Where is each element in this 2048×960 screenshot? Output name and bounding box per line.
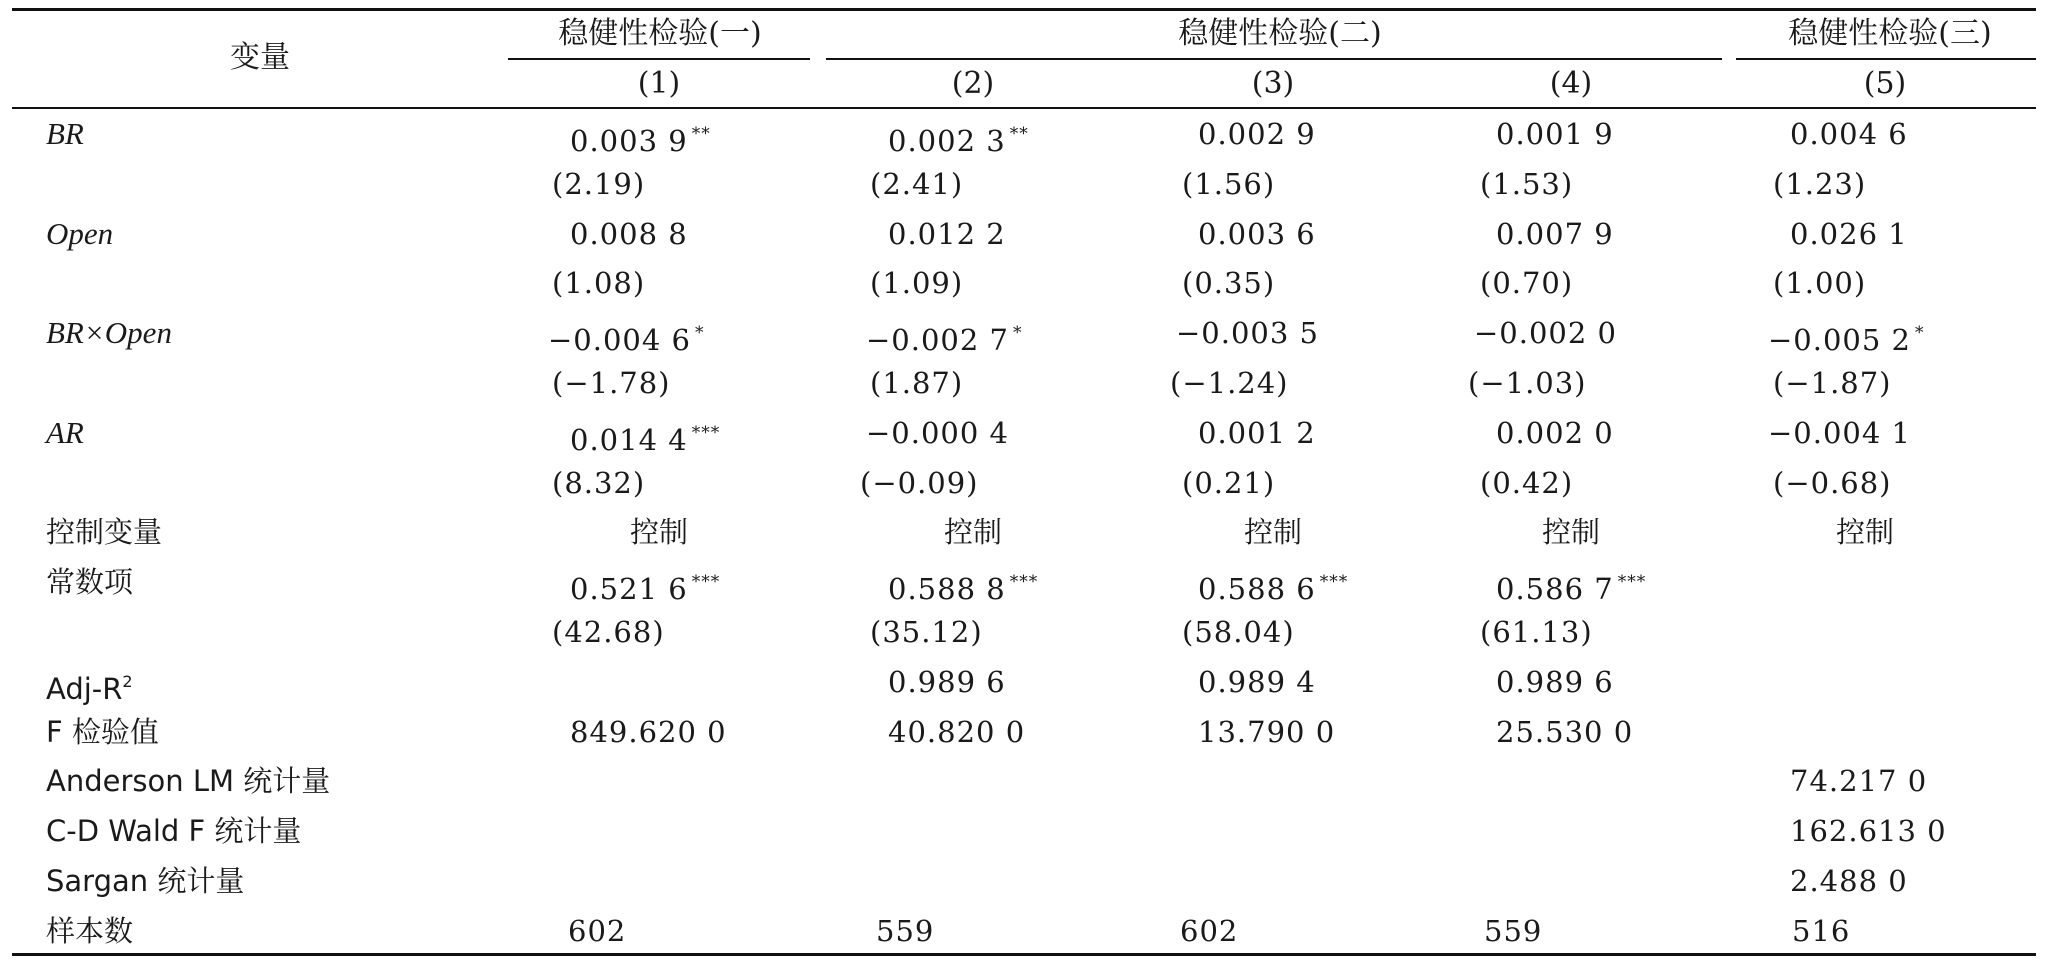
table-cell xyxy=(1496,712,1633,752)
row-label xyxy=(46,214,113,254)
row-label-text: Adj-R xyxy=(46,672,123,706)
table-cell xyxy=(1836,512,1894,552)
table-cell xyxy=(888,114,1029,158)
cell-value: 849.620 0 xyxy=(570,715,727,749)
cell-value: (1.53) xyxy=(1480,167,1574,201)
significance-stars: *** xyxy=(691,572,721,592)
table-cell xyxy=(1480,612,1593,652)
cell-value: −0.004 6 xyxy=(548,323,691,357)
significance-stars: *** xyxy=(1319,572,1349,592)
cell-value: 0.014 4 xyxy=(570,423,688,457)
cell-value: (2.41) xyxy=(870,167,964,201)
table-cell xyxy=(866,413,1009,453)
row-label-text: Open xyxy=(46,216,114,251)
row-label xyxy=(46,313,172,353)
table-cell xyxy=(1182,612,1295,652)
row-label-text: 样本数 xyxy=(46,914,134,948)
cell-value: (−1.87) xyxy=(1773,366,1892,400)
table-cell xyxy=(1176,313,1319,353)
row-label-text: BR×Open xyxy=(46,315,172,350)
table-cell xyxy=(1790,761,1927,801)
group-rule-2 xyxy=(826,58,1722,60)
table-cell xyxy=(1768,413,1911,453)
table-cell xyxy=(570,114,711,158)
row-label xyxy=(46,811,301,851)
cell-value: 0.521 6 xyxy=(570,572,688,606)
cell-value: 516 xyxy=(1792,914,1851,948)
header-variable: 变量 xyxy=(230,40,290,75)
row-label-text: 控制变量 xyxy=(46,515,163,549)
cell-value: 控制 xyxy=(630,515,689,549)
header-group-3: 稳健性检验(三) xyxy=(1788,16,1992,51)
cell-value: −0.005 2 xyxy=(1768,323,1911,357)
cell-value: (1.08) xyxy=(552,266,646,300)
cell-value: 0.001 2 xyxy=(1198,416,1316,450)
table-cell xyxy=(1496,413,1614,453)
table-cell xyxy=(570,413,721,457)
table-cell xyxy=(944,512,1002,552)
table-cell xyxy=(870,363,963,403)
cell-value: 0.989 6 xyxy=(888,665,1006,699)
table-cell xyxy=(552,363,671,403)
cell-value: (2.19) xyxy=(552,167,646,201)
cell-value: (35.12) xyxy=(870,615,983,649)
row-label-text: Anderson LM 统计量 xyxy=(46,764,331,798)
row-label xyxy=(46,712,159,752)
significance-stars: * xyxy=(1915,323,1925,343)
cell-value: (1.23) xyxy=(1773,167,1867,201)
cell-value: 0.002 3 xyxy=(888,124,1006,158)
cell-value: 25.530 0 xyxy=(1496,715,1634,749)
table-cell xyxy=(1542,512,1600,552)
bottom-rule xyxy=(12,953,2036,956)
cell-value: (8.32) xyxy=(552,466,646,500)
table-cell xyxy=(888,662,1006,702)
table-cell xyxy=(570,712,727,752)
row-label xyxy=(46,562,133,602)
table-cell xyxy=(888,214,1006,254)
table-cell xyxy=(1180,911,1238,951)
table-cell xyxy=(1792,911,1850,951)
row-label-superscript: 2 xyxy=(122,672,133,691)
table-cell xyxy=(552,463,645,503)
header-group-1: 稳健性检验(一) xyxy=(558,16,762,51)
significance-stars: *** xyxy=(1617,572,1647,592)
table-cell xyxy=(1182,463,1275,503)
row-label-text: BR xyxy=(46,116,84,151)
table-cell xyxy=(1182,263,1275,303)
table-cell xyxy=(570,562,721,606)
cell-value: 0.002 9 xyxy=(1198,117,1316,151)
row-label xyxy=(46,512,162,552)
row-label-text: Sargan 统计量 xyxy=(46,864,245,898)
significance-stars: ** xyxy=(1009,124,1029,144)
table-cell xyxy=(1790,861,1908,901)
cell-value: 0.001 9 xyxy=(1496,117,1614,151)
cell-value: (−1.78) xyxy=(552,366,671,400)
header-col-4: (4) xyxy=(1549,66,1593,101)
table-cell xyxy=(870,263,963,303)
cell-value: −0.003 5 xyxy=(1176,316,1319,350)
table-cell xyxy=(1496,662,1614,702)
significance-stars: * xyxy=(695,323,705,343)
table-cell xyxy=(1496,562,1647,606)
cell-value: (42.68) xyxy=(552,615,665,649)
cell-value: (1.00) xyxy=(1773,266,1867,300)
cell-value: (−1.03) xyxy=(1468,366,1587,400)
cell-value: 0.026 1 xyxy=(1790,217,1908,251)
cell-value: 0.586 7 xyxy=(1496,572,1614,606)
table-cell xyxy=(1198,712,1335,752)
header-col-2: (2) xyxy=(951,66,995,101)
cell-value: −0.002 0 xyxy=(1474,316,1617,350)
table-cell xyxy=(1773,263,1866,303)
top-rule xyxy=(12,8,2036,11)
cell-value: 0.008 8 xyxy=(570,217,688,251)
row-label xyxy=(46,861,244,901)
table-cell xyxy=(568,911,626,951)
table-cell xyxy=(1182,164,1275,204)
table-cell xyxy=(1480,263,1573,303)
cell-value: 559 xyxy=(876,914,935,948)
cell-value: 控制 xyxy=(1542,515,1601,549)
table-cell xyxy=(1480,463,1573,503)
table-cell xyxy=(888,712,1025,752)
cell-value: 0.989 6 xyxy=(1496,665,1614,699)
group-rule-1 xyxy=(508,58,810,60)
cell-value: (58.04) xyxy=(1182,615,1295,649)
cell-value: 0.003 9 xyxy=(570,124,688,158)
table-cell xyxy=(1496,114,1614,154)
cell-value: (1.87) xyxy=(870,366,964,400)
row-label-text: F 检验值 xyxy=(46,715,159,749)
cell-value: 2.488 0 xyxy=(1790,864,1908,898)
table-cell xyxy=(1484,911,1542,951)
table-cell xyxy=(1773,463,1892,503)
table-cell xyxy=(866,313,1023,357)
table-cell xyxy=(1496,214,1614,254)
cell-value: (−0.09) xyxy=(860,466,979,500)
cell-value: 602 xyxy=(568,914,627,948)
cell-value: 0.007 9 xyxy=(1496,217,1614,251)
cell-value: 0.012 2 xyxy=(888,217,1006,251)
cell-value: (0.42) xyxy=(1480,466,1574,500)
table-cell xyxy=(548,313,705,357)
table-cell xyxy=(1790,114,1908,154)
table-cell xyxy=(1790,811,1947,851)
table-cell xyxy=(1198,413,1316,453)
header-col-1: (1) xyxy=(637,66,681,101)
table-cell xyxy=(1768,313,1925,357)
row-label xyxy=(46,911,133,951)
cell-value: (61.13) xyxy=(1480,615,1593,649)
row-label xyxy=(46,761,330,801)
row-label xyxy=(46,114,84,154)
header-col-3: (3) xyxy=(1251,66,1295,101)
cell-value: (0.21) xyxy=(1182,466,1276,500)
cell-value: (0.35) xyxy=(1182,266,1276,300)
table-cell xyxy=(1468,363,1587,403)
table-cell xyxy=(1790,214,1908,254)
cell-value: 0.002 0 xyxy=(1496,416,1614,450)
cell-value: 0.989 4 xyxy=(1198,665,1316,699)
cell-value: (−1.24) xyxy=(1170,366,1289,400)
table-cell xyxy=(1198,662,1316,702)
header-rule xyxy=(12,107,2036,109)
cell-value: 控制 xyxy=(944,515,1003,549)
table-cell xyxy=(1244,512,1302,552)
cell-value: 0.003 6 xyxy=(1198,217,1316,251)
cell-value: (1.56) xyxy=(1182,167,1276,201)
cell-value: (0.70) xyxy=(1480,266,1574,300)
table-cell xyxy=(1198,562,1349,606)
cell-value: −0.002 7 xyxy=(866,323,1009,357)
row-label-text: C-D Wald F 统计量 xyxy=(46,814,302,848)
table-cell xyxy=(1198,214,1316,254)
cell-value: −0.000 4 xyxy=(866,416,1009,450)
row-label xyxy=(46,662,133,706)
cell-value: 0.588 6 xyxy=(1198,572,1316,606)
table-cell xyxy=(570,214,688,254)
table-cell xyxy=(876,911,934,951)
table-cell xyxy=(860,463,979,503)
header-group-2: 稳健性检验(二) xyxy=(1178,16,1382,51)
cell-value: −0.004 1 xyxy=(1768,416,1911,450)
cell-value: (1.09) xyxy=(870,266,964,300)
cell-value: 162.613 0 xyxy=(1790,814,1947,848)
table-cell xyxy=(1773,363,1892,403)
header-col-5: (5) xyxy=(1863,66,1907,101)
table-cell xyxy=(870,164,963,204)
cell-value: (−0.68) xyxy=(1773,466,1892,500)
table-cell xyxy=(888,562,1039,606)
cell-value: 控制 xyxy=(1244,515,1303,549)
table-cell xyxy=(630,512,688,552)
table-cell xyxy=(1474,313,1617,353)
table-cell xyxy=(1170,363,1289,403)
row-label-text: AR xyxy=(46,415,84,450)
table-cell xyxy=(552,263,645,303)
cell-value: 40.820 0 xyxy=(888,715,1026,749)
table-cell xyxy=(870,612,983,652)
row-label xyxy=(46,413,84,453)
significance-stars: *** xyxy=(691,423,721,443)
cell-value: 559 xyxy=(1484,914,1543,948)
cell-value: 控制 xyxy=(1836,515,1895,549)
table-cell xyxy=(552,164,645,204)
significance-stars: *** xyxy=(1009,572,1039,592)
cell-value: 13.790 0 xyxy=(1198,715,1336,749)
cell-value: 0.588 8 xyxy=(888,572,1006,606)
cell-value: 0.004 6 xyxy=(1790,117,1908,151)
row-label-text: 常数项 xyxy=(46,565,134,599)
cell-value: 602 xyxy=(1180,914,1239,948)
significance-stars: * xyxy=(1013,323,1023,343)
group-rule-3 xyxy=(1736,58,2036,60)
table-cell xyxy=(552,612,665,652)
significance-stars: ** xyxy=(691,124,711,144)
cell-value: 74.217 0 xyxy=(1790,764,1928,798)
table-cell xyxy=(1480,164,1573,204)
table-cell xyxy=(1198,114,1316,154)
table-cell xyxy=(1773,164,1866,204)
